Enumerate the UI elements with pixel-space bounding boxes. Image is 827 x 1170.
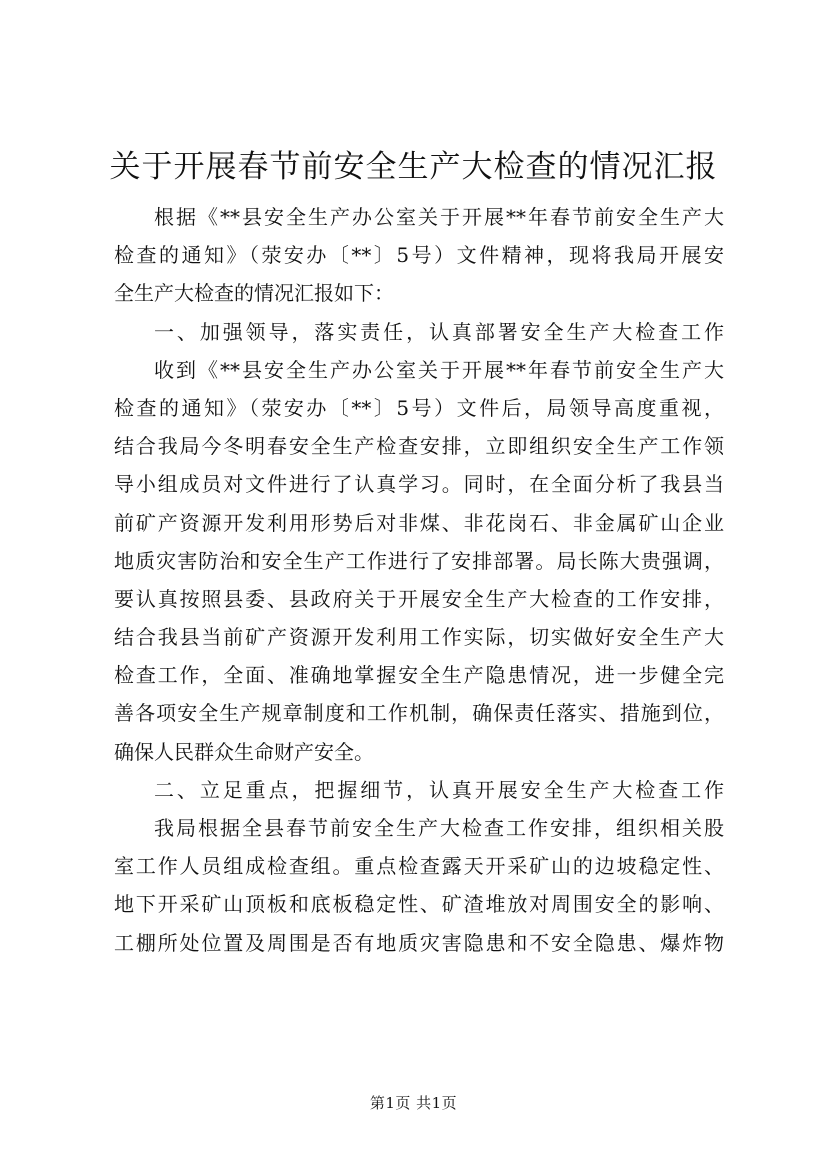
paragraph-line: 我局根据全县春节前安全生产大检查工作安排，组织相关股 [154, 816, 724, 840]
paragraph-line: 地下开采矿山顶板和底板稳定性、矿渣堆放对周围安全的影响、 [114, 892, 724, 917]
paragraph-line: 确保人民群众生命财产安全。 [114, 739, 374, 764]
paragraph-line: 检查的通知》（荥安办〔**〕5号）文件后，局领导高度重视， [114, 395, 724, 420]
paragraph-line: 地质灾害防治和安全生产工作进行了安排部署。局长陈大贵强调， [114, 548, 724, 573]
paragraph-line: 检查的通知》（荥安办〔**〕5号）文件精神，现将我局开展安 [114, 243, 724, 268]
paragraph-line: 前矿产资源开发利用形势后对非煤、非花岗石、非金属矿山企业 [114, 510, 724, 535]
paragraph-line: 导小组成员对文件进行了认真学习。同时，在全面分析了我县当 [114, 472, 724, 497]
paragraph-line: 根据《**县安全生产办公室关于开展**年春节前安全生产大 [154, 205, 724, 229]
paragraph-line: 室工作人员组成检查组。重点检查露天开采矿山的边坡稳定性、 [114, 854, 724, 879]
document-title: 关于开展春节前安全生产大检查的情况汇报 [109, 149, 718, 185]
paragraph-line: 收到《**县安全生产办公室关于开展**年春节前安全生产大 [154, 357, 724, 382]
paragraph-line: 工棚所处位置及周围是否有地质灾害隐患和不安全隐患、爆炸物 [114, 930, 724, 955]
paragraph-line: 全生产大检查的情况汇报如下： [114, 281, 394, 306]
paragraph-line: 检查工作，全面、准确地掌握安全生产隐患情况，进一步健全完 [114, 663, 724, 688]
section-heading: 一、加强领导，落实责任，认真部署安全生产大检查工作 [154, 319, 724, 344]
section-heading: 二、立足重点，把握细节，认真开展安全生产大检查工作 [154, 777, 724, 802]
paragraph-line: 结合我县当前矿产资源开发利用工作实际，切实做好安全生产大 [114, 625, 724, 650]
paragraph-line: 善各项安全生产规章制度和工作机制，确保责任落实、措施到位， [114, 701, 724, 726]
paragraph-line: 结合我局今冬明春安全生产检查安排，立即组织安全生产工作领 [114, 434, 724, 459]
paragraph-line: 要认真按照县委、县政府关于开展安全生产大检查的工作安排， [114, 586, 724, 611]
page-number-footer: 第1页 共1页 [369, 1094, 458, 1112]
document-body [114, 198, 724, 962]
